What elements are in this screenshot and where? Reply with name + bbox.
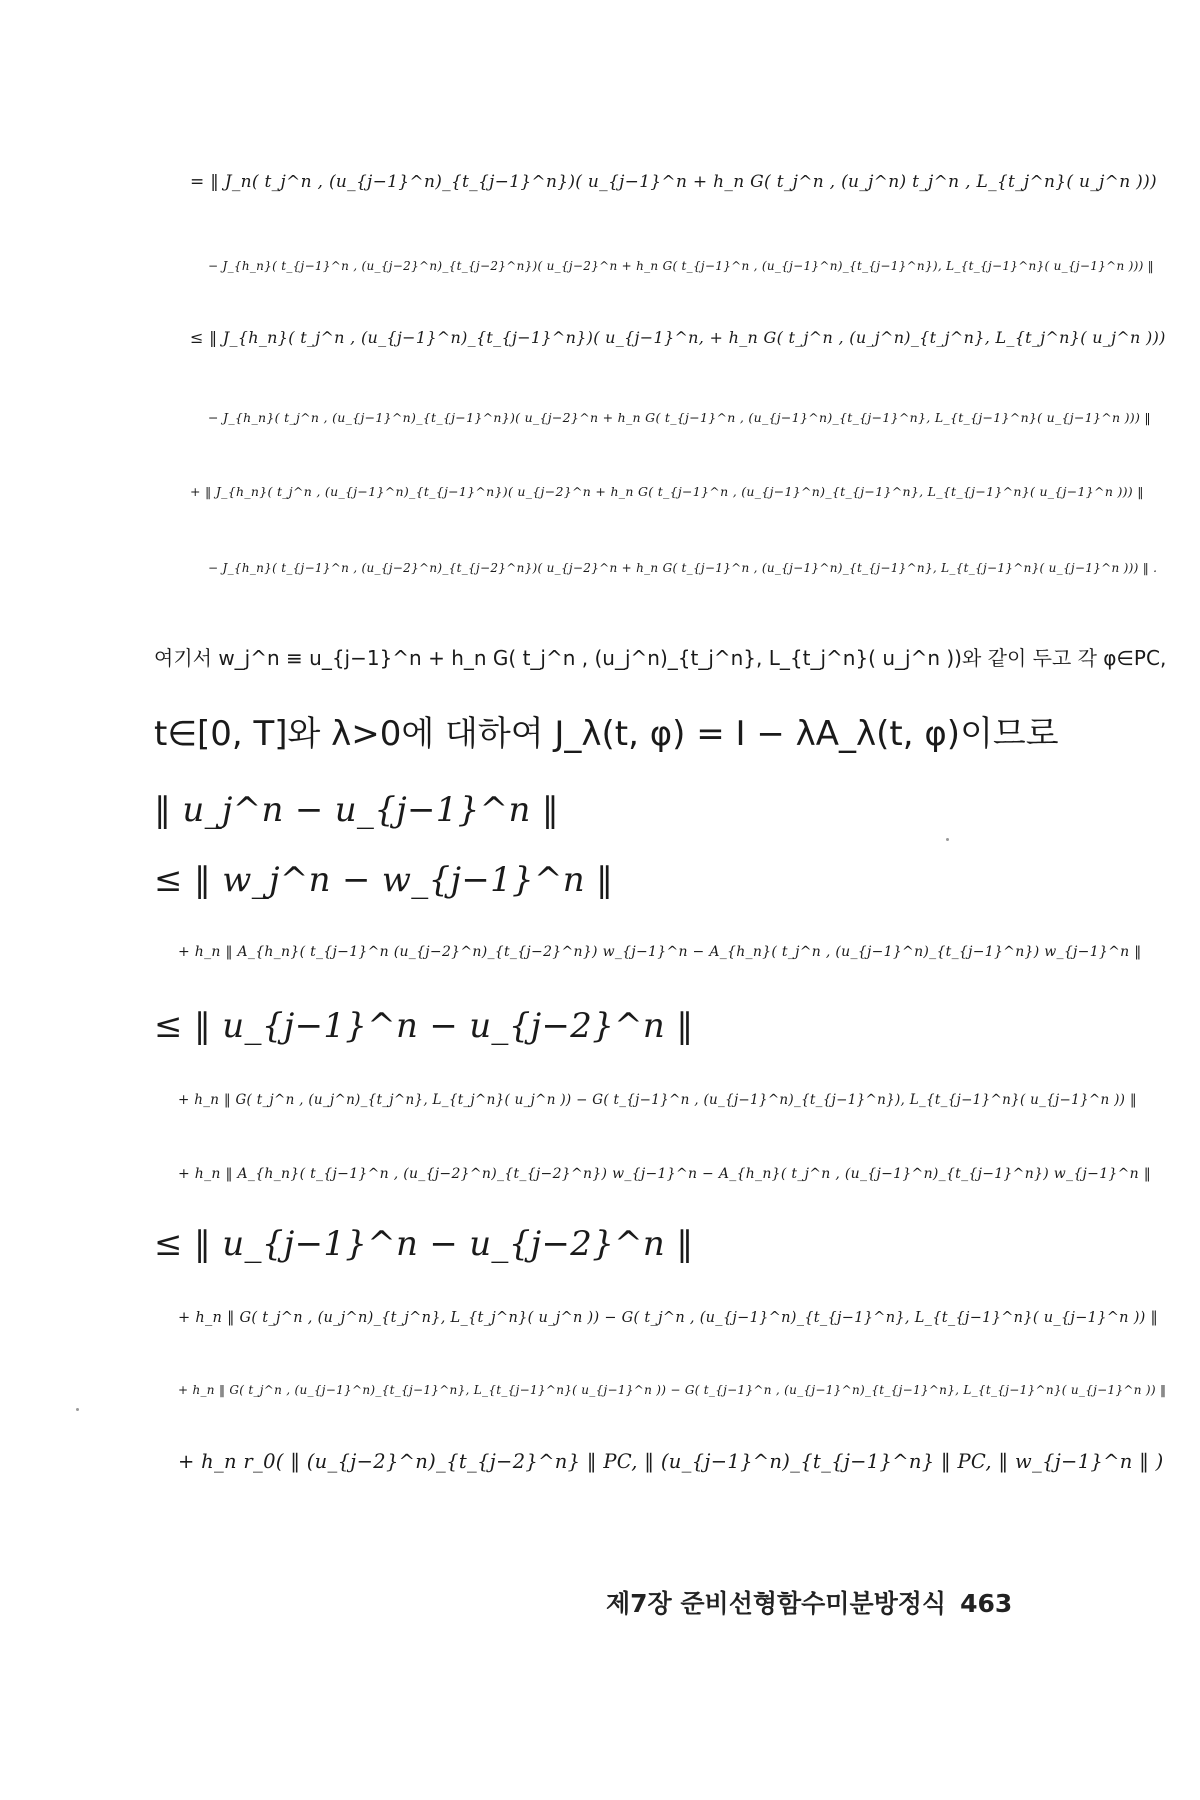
equation-line-6: − J_{h_n}( t_{j−1}^n , (u_{j−2}^n)_{t_{j−2}^n})( u_{j−2}^n + h_n G( t_{j−1}^n , (u_{j−1}^n)_{t_{j−1}^n}, L_{t_{j−1}^n}( u_{j−1}^n ))) ‖ . — [208, 561, 1158, 575]
paragraph-line-2: t∈[0, T]와 λ>0에 대하여 J_λ(t, φ) = I − λA_λ(t, φ)이므로 — [154, 714, 1059, 754]
equation-line-5: + ‖ J_{h_n}( t_j^n , (u_{j−1}^n)_{t_{j−1}^n})( u_{j−2}^n + h_n G( t_{j−1}^n , (u_{j−1}^n)_{t_{j−1}^n}, L_{t_{j−1}^n}( u_{j−1}^n ))) ‖ — [190, 484, 1144, 499]
chapter-title: 제7장 준비선형함수미분방정식 — [606, 1589, 947, 1618]
scan-speck — [76, 1408, 79, 1411]
page-number: 463 — [960, 1589, 1013, 1618]
estimate-line-8: + h_n ‖ G( t_j^n , (u_j^n)_{t_j^n}, L_{t_j^n}( u_j^n )) − G( t_j^n , (u_{j−1}^n)_{t_{j−1}^n}, L_{t_{j−1}^n}( u_{j−1}^n )) ‖ — [178, 1310, 1159, 1326]
estimate-line-9: + h_n ‖ G( t_j^n , (u_{j−1}^n)_{t_{j−1}^n}, L_{t_{j−1}^n}( u_{j−1}^n )) − G( t_{j−1}^n , (u_{j−1}^n)_{t_{j−1}^n}, L_{t_{j−1}^n}( u_{j−1}^n )) ‖ — [178, 1383, 1167, 1397]
scan-speck — [946, 838, 949, 841]
equation-line-2: − J_{h_n}( t_{j−1}^n , (u_{j−2}^n)_{t_{j−2}^n})( u_{j−2}^n + h_n G( t_{j−1}^n , (u_{j−1}^n)_{t_{j−1}^n}), L_{t_{j−1}^n}( u_{j−1}^n ))) ‖ — [208, 259, 1154, 273]
estimate-line-4: ≤ ‖ u_{j−1}^n − u_{j−2}^n ‖ — [154, 1006, 694, 1046]
estimate-line-10: + h_n r_0( ‖ (u_{j−2}^n)_{t_{j−2}^n} ‖ PC, ‖ (u_{j−1}^n)_{t_{j−1}^n} ‖ PC, ‖ w_{j−1}^n ‖ ) — [178, 1450, 1164, 1473]
estimate-line-6: + h_n ‖ A_{h_n}( t_{j−1}^n , (u_{j−2}^n)_{t_{j−2}^n}) w_{j−1}^n − A_{h_n}( t_j^n , (u_{j−1}^n)_{t_{j−1}^n}) w_{j−1}^n ‖ — [178, 1166, 1152, 1182]
estimate-line-1: ‖ u_j^n − u_{j−1}^n ‖ — [154, 790, 560, 830]
estimate-line-2: ≤ ‖ w_j^n − w_{j−1}^n ‖ — [154, 860, 614, 900]
page-footer — [606, 1584, 1012, 1620]
equation-line-3: ≤ ‖ J_{h_n}( t_j^n , (u_{j−1}^n)_{t_{j−1}^n})( u_{j−1}^n, + h_n G( t_j^n , (u_j^n)_{t_j^n}, L_{t_j^n}( u_j^n ))) — [190, 328, 1166, 347]
equation-line-4: − J_{h_n}( t_j^n , (u_{j−1}^n)_{t_{j−1}^n})( u_{j−2}^n + h_n G( t_{j−1}^n , (u_{j−1}^n)_{t_{j−1}^n}, L_{t_{j−1}^n}( u_{j−1}^n ))) ‖ — [208, 410, 1151, 425]
equation-line-1: = ‖ J_n( t_j^n , (u_{j−1}^n)_{t_{j−1}^n})( u_{j−1}^n + h_n G( t_j^n , (u_j^n) t_j^n , L_{t_j^n}( u_j^n ))) — [190, 172, 1157, 192]
estimate-line-5: + h_n ‖ G( t_j^n , (u_j^n)_{t_j^n}, L_{t_j^n}( u_j^n )) − G( t_{j−1}^n , (u_{j−1}^n)_{t_{j−1}^n}), L_{t_{j−1}^n}( u_{j−1}^n )) ‖ — [178, 1092, 1137, 1108]
paragraph-line-1: 여기서 w_j^n ≡ u_{j−1}^n + h_n G( t_j^n , (u_j^n)_{t_j^n}, L_{t_j^n}( u_j^n ))와 같이 두고 각 φ∈PC, — [154, 646, 1167, 670]
estimate-line-3: + h_n ‖ A_{h_n}( t_{j−1}^n (u_{j−2}^n)_{t_{j−2}^n}) w_{j−1}^n − A_{h_n}( t_j^n , (u_{j−1}^n)_{t_{j−1}^n}) w_{j−1}^n ‖ — [178, 944, 1142, 960]
estimate-line-7: ≤ ‖ u_{j−1}^n − u_{j−2}^n ‖ — [154, 1224, 694, 1264]
